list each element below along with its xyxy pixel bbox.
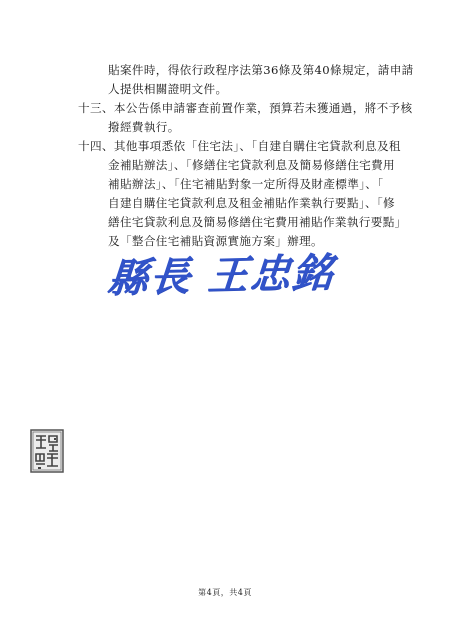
item-14-line-2: 金補貼辦法」、「修繕住宅貸款利息及簡易修繕住宅費用: [108, 158, 395, 172]
item-14-line-4: 自建自購住宅貸款利息及租金補貼作業執行要點」、「修: [108, 196, 395, 210]
signature: 縣長 王忠銘: [105, 249, 337, 302]
page-number: 第4頁，共4頁: [198, 588, 252, 597]
item-13-line-2: 撥經費執行。: [108, 120, 180, 134]
item-14-line-5: 繕住宅貸款利息及簡易修繕住宅費用補貼作業執行要點」: [108, 215, 407, 229]
item-14-line-3: 補貼辦法」、「住宅補貼對象一定所得及財產標準」、「: [108, 177, 384, 191]
item-14-line-6: 及「整合住宅補貼資源實施方案」辦理。: [108, 234, 323, 248]
item-14-line-1: 十四、其他事項悉依「住宅法」、「自建自購住宅貸款利息及租: [78, 139, 401, 153]
item-13-line-1: 十三、本公告係申請審查前置作業，預算若未獲通過，將不予核: [78, 101, 413, 115]
body-line-2: 人提供相關證明文件。: [108, 82, 228, 96]
official-seal-icon: [30, 429, 64, 473]
body-line-1: 貼案件時，得依行政程序法第36條及第40條規定，請申請: [108, 63, 414, 77]
